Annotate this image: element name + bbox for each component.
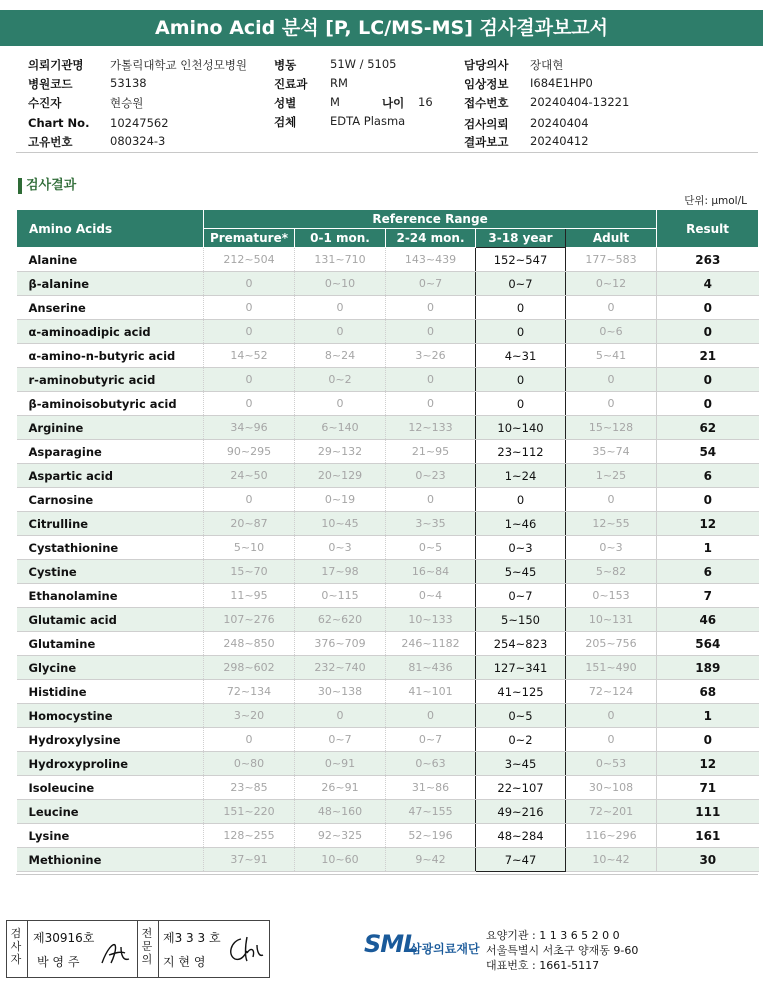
reference-range-cell: 151~490	[566, 656, 657, 680]
reference-range-cell: 20~87	[204, 512, 295, 536]
reviewer2-signature	[225, 933, 265, 967]
info-label-age: 나이	[382, 96, 405, 110]
reference-range-cell: 0	[204, 296, 295, 320]
amino-acid-name: Arginine	[17, 416, 204, 440]
info-label-report-date: 결과보고	[464, 135, 509, 149]
reference-range-cell: 0	[566, 296, 657, 320]
reference-range-cell: 0~4	[386, 584, 476, 608]
amino-acid-name: Methionine	[17, 848, 204, 872]
reference-range-cell: 0~7	[386, 728, 476, 752]
reference-range-cell: 143~439	[386, 248, 476, 272]
reference-range-cell: 48~160	[295, 800, 386, 824]
info-value-department: RM	[330, 76, 348, 90]
reviewer1-label: 검사자	[10, 927, 22, 966]
table-row	[17, 824, 759, 848]
reference-range-cell: 5~10	[204, 536, 295, 560]
reviewer2-name: 지 현 영	[163, 955, 206, 969]
info-value-institution: 가톨릭대학교 인천성모병원	[110, 58, 247, 72]
reference-range-cell: 0	[204, 728, 295, 752]
reference-range-cell: 298~602	[204, 656, 295, 680]
reference-range-cell: 81~436	[386, 656, 476, 680]
amino-acid-name: Hydroxylysine	[17, 728, 204, 752]
unit-label: 단위: μmol/L	[684, 195, 747, 207]
reference-range-cell: 11~95	[204, 584, 295, 608]
info-label-receipt-no: 접수번호	[464, 96, 509, 110]
table-row	[17, 536, 759, 560]
reference-range-cell: 0~7	[386, 272, 476, 296]
result-value: 0	[657, 392, 759, 416]
reference-range-cell: 90~295	[204, 440, 295, 464]
reference-range-cell: 37~91	[204, 848, 295, 872]
section-title	[18, 174, 76, 194]
reference-range-cell: 0~19	[295, 488, 386, 512]
amino-acid-name: Homocystine	[17, 704, 204, 728]
info-value-age: 16	[418, 95, 433, 109]
reference-range-cell: 14~52	[204, 344, 295, 368]
reference-range-cell: 41~125	[476, 680, 566, 704]
reference-range-cell: 3~26	[386, 344, 476, 368]
table-row	[17, 344, 759, 368]
reference-range-cell: 5~41	[566, 344, 657, 368]
reviewer2-label: 전문의	[141, 927, 153, 966]
result-value: 54	[657, 440, 759, 464]
reference-range-cell: 0	[204, 488, 295, 512]
reference-range-cell: 34~96	[204, 416, 295, 440]
result-value: 1	[657, 704, 759, 728]
table-row	[17, 632, 759, 656]
reference-range-cell: 17~98	[295, 560, 386, 584]
result-value: 4	[657, 272, 759, 296]
reference-range-cell: 151~220	[204, 800, 295, 824]
info-label-clinical-info: 임상정보	[464, 77, 509, 91]
reference-range-cell: 0	[204, 392, 295, 416]
table-row	[17, 848, 759, 872]
reference-range-cell: 0	[204, 368, 295, 392]
reference-range-cell: 0~63	[386, 752, 476, 776]
info-label-specimen: 검체	[274, 115, 297, 129]
table-row	[17, 752, 759, 776]
reference-range-cell: 6~140	[295, 416, 386, 440]
reference-range-cell: 0	[566, 728, 657, 752]
reference-range-cell: 1~24	[476, 464, 566, 488]
reference-range-cell: 0~7	[295, 728, 386, 752]
info-value-hospital-code: 53138	[110, 76, 147, 90]
report-title: Amino Acid 분석 [P, LC/MS-MS] 검사결과보고서	[0, 10, 763, 46]
reference-range-cell: 0	[386, 392, 476, 416]
reference-range-cell: 116~296	[566, 824, 657, 848]
info-value-clinical-info: I684E1HP0	[530, 76, 593, 90]
header-3-18-year: 3-18 year	[476, 229, 566, 248]
reference-range-cell: 24~50	[204, 464, 295, 488]
reference-range-cell: 15~70	[204, 560, 295, 584]
reference-range-cell: 5~45	[476, 560, 566, 584]
info-value-request-date: 20240404	[530, 116, 589, 130]
reference-range-cell: 0	[295, 320, 386, 344]
reference-range-cell: 232~740	[295, 656, 386, 680]
amino-acid-name: β-alanine	[17, 272, 204, 296]
amino-acid-name: Glycine	[17, 656, 204, 680]
reference-range-cell: 0~23	[386, 464, 476, 488]
table-row	[17, 680, 759, 704]
result-value: 12	[657, 752, 759, 776]
amino-acid-name: α-amino-n-butyric acid	[17, 344, 204, 368]
reference-range-cell: 0	[476, 368, 566, 392]
amino-acid-name: Hydroxyproline	[17, 752, 204, 776]
reference-range-cell: 48~284	[476, 824, 566, 848]
result-value: 0	[657, 488, 759, 512]
amino-acid-name: Aspartic acid	[17, 464, 204, 488]
table-bottom-divider	[16, 874, 758, 875]
reference-range-cell: 10~131	[566, 608, 657, 632]
table-row	[17, 584, 759, 608]
reference-range-cell: 35~74	[566, 440, 657, 464]
reference-range-cell: 0~115	[295, 584, 386, 608]
amino-acid-name: Ethanolamine	[17, 584, 204, 608]
table-row	[17, 320, 759, 344]
header-amino-acids: Amino Acids	[17, 210, 204, 248]
reviewer2-license: 제3 3 3 호	[163, 931, 221, 945]
reference-range-cell: 92~325	[295, 824, 386, 848]
reference-range-cell: 72~134	[204, 680, 295, 704]
table-row	[17, 776, 759, 800]
reference-range-cell: 0	[476, 296, 566, 320]
reference-range-cell: 0~53	[566, 752, 657, 776]
reference-range-cell: 0~3	[476, 536, 566, 560]
reference-range-cell: 29~132	[295, 440, 386, 464]
reference-range-cell: 15~128	[566, 416, 657, 440]
reference-range-cell: 0	[476, 320, 566, 344]
table-row	[17, 440, 759, 464]
reference-range-cell: 41~101	[386, 680, 476, 704]
reference-range-cell: 62~620	[295, 608, 386, 632]
header-reference-range: Reference Range	[204, 210, 657, 229]
result-value: 7	[657, 584, 759, 608]
header-0-1-mon: 0-1 mon.	[295, 229, 386, 248]
org-info-line: 대표번호 : 1661-5117	[486, 959, 600, 972]
reference-range-cell: 5~150	[476, 608, 566, 632]
reference-range-cell: 0~10	[295, 272, 386, 296]
header-result: Result	[657, 210, 759, 248]
reference-range-cell: 47~155	[386, 800, 476, 824]
amino-acid-name: Citrulline	[17, 512, 204, 536]
result-table	[16, 209, 759, 872]
table-row	[17, 728, 759, 752]
reference-range-cell: 26~91	[295, 776, 386, 800]
reference-range-cell: 5~82	[566, 560, 657, 584]
reference-range-cell: 0	[566, 368, 657, 392]
table-row	[17, 368, 759, 392]
reference-range-cell: 0~2	[476, 728, 566, 752]
amino-acid-name: Cystathionine	[17, 536, 204, 560]
result-value: 0	[657, 368, 759, 392]
section-marker	[18, 178, 22, 194]
result-value: 12	[657, 512, 759, 536]
org-info	[486, 928, 638, 973]
result-value: 263	[657, 248, 759, 272]
reference-range-cell: 72~201	[566, 800, 657, 824]
reference-range-cell: 0~7	[476, 584, 566, 608]
reference-range-cell: 1~46	[476, 512, 566, 536]
reference-range-cell: 12~55	[566, 512, 657, 536]
reference-range-cell: 0~80	[204, 752, 295, 776]
reference-range-cell: 30~138	[295, 680, 386, 704]
reference-range-cell: 0~5	[476, 704, 566, 728]
info-label-institution: 의뢰기관명	[28, 58, 84, 72]
reference-range-cell: 212~504	[204, 248, 295, 272]
reference-range-cell: 72~124	[566, 680, 657, 704]
info-value-patient: 현승원	[110, 96, 144, 110]
reference-range-cell: 0~6	[566, 320, 657, 344]
reference-range-cell: 0~5	[386, 536, 476, 560]
reference-range-cell: 0	[386, 704, 476, 728]
reference-range-cell: 49~216	[476, 800, 566, 824]
reference-range-cell: 0	[566, 704, 657, 728]
reference-range-cell: 23~85	[204, 776, 295, 800]
table-row	[17, 392, 759, 416]
reference-range-cell: 10~60	[295, 848, 386, 872]
reference-range-cell: 10~42	[566, 848, 657, 872]
info-label-doctor: 담당의사	[464, 58, 509, 72]
info-value-specimen: EDTA Plasma	[330, 114, 406, 128]
reference-range-cell: 0	[566, 488, 657, 512]
divider	[16, 152, 758, 153]
reference-range-cell: 246~1182	[386, 632, 476, 656]
info-value-receipt-no: 20240404-13221	[530, 95, 630, 109]
reference-range-cell: 0	[476, 488, 566, 512]
reference-range-cell: 31~86	[386, 776, 476, 800]
result-value: 46	[657, 608, 759, 632]
info-label-unique-no: 고유번호	[28, 135, 73, 149]
reference-range-cell: 0	[386, 296, 476, 320]
table-row	[17, 656, 759, 680]
table-row	[17, 512, 759, 536]
amino-acid-name: Glutamine	[17, 632, 204, 656]
reference-range-cell: 8~24	[295, 344, 386, 368]
result-rows	[17, 248, 759, 872]
reference-range-cell: 3~35	[386, 512, 476, 536]
sml-logo: SML	[364, 930, 418, 958]
amino-acid-name: r-aminobutyric acid	[17, 368, 204, 392]
reference-range-cell: 254~823	[476, 632, 566, 656]
reference-range-cell: 4~31	[476, 344, 566, 368]
reference-range-cell: 0	[295, 296, 386, 320]
reference-range-cell: 16~84	[386, 560, 476, 584]
reference-range-cell: 0~3	[566, 536, 657, 560]
info-label-ward: 병동	[274, 58, 297, 72]
info-value-report-date: 20240412	[530, 134, 589, 148]
result-value: 111	[657, 800, 759, 824]
result-value: 21	[657, 344, 759, 368]
reference-range-cell: 52~196	[386, 824, 476, 848]
reference-range-cell: 0~2	[295, 368, 386, 392]
table-row	[17, 296, 759, 320]
reference-range-cell: 10~45	[295, 512, 386, 536]
info-value-chart-no: 10247562	[110, 116, 169, 130]
reference-range-cell: 30~108	[566, 776, 657, 800]
result-value: 0	[657, 320, 759, 344]
result-value: 68	[657, 680, 759, 704]
reference-range-cell: 107~276	[204, 608, 295, 632]
info-value-sex: M	[330, 95, 340, 109]
reference-range-cell: 0~12	[566, 272, 657, 296]
header-adult: Adult	[566, 229, 657, 248]
reference-range-cell: 0	[386, 320, 476, 344]
amino-acid-name: Asparagine	[17, 440, 204, 464]
table-row	[17, 560, 759, 584]
amino-acid-name: Glutamic acid	[17, 608, 204, 632]
reference-range-cell: 0	[295, 704, 386, 728]
reference-range-cell: 0	[476, 392, 566, 416]
table-row	[17, 248, 759, 272]
reviewer1-signature	[99, 941, 135, 967]
table-row	[17, 464, 759, 488]
org-name: 삼광의료재단	[410, 942, 480, 956]
reference-range-cell: 22~107	[476, 776, 566, 800]
reference-range-cell: 23~112	[476, 440, 566, 464]
info-value-ward: 51W / 5105	[330, 57, 397, 71]
info-label-request-date: 검사의뢰	[464, 117, 509, 131]
amino-acid-name: β-aminoisobutyric acid	[17, 392, 204, 416]
reference-range-cell: 9~42	[386, 848, 476, 872]
amino-acid-name: Lysine	[17, 824, 204, 848]
reference-range-cell: 152~547	[476, 248, 566, 272]
reference-range-cell: 0	[204, 272, 295, 296]
header-premature: Premature*	[204, 229, 295, 248]
header-2-24-mon: 2-24 mon.	[386, 229, 476, 248]
result-value: 1	[657, 536, 759, 560]
reference-range-cell: 0~153	[566, 584, 657, 608]
reference-range-cell: 3~20	[204, 704, 295, 728]
reference-range-cell: 0	[295, 392, 386, 416]
info-value-doctor: 장대현	[530, 58, 564, 72]
reference-range-cell: 376~709	[295, 632, 386, 656]
table-row	[17, 488, 759, 512]
reference-range-cell: 131~710	[295, 248, 386, 272]
reference-range-cell: 0~3	[295, 536, 386, 560]
reference-range-cell: 248~850	[204, 632, 295, 656]
reference-range-cell: 177~583	[566, 248, 657, 272]
table-row	[17, 608, 759, 632]
result-value: 0	[657, 296, 759, 320]
result-value: 6	[657, 560, 759, 584]
result-value: 30	[657, 848, 759, 872]
section-title-text: 검사결과	[26, 178, 77, 193]
info-label-sex: 성별	[274, 96, 297, 110]
amino-acid-name: Anserine	[17, 296, 204, 320]
reviewer1-license: 제30916호	[33, 931, 95, 945]
result-value: 71	[657, 776, 759, 800]
amino-acid-name: Leucine	[17, 800, 204, 824]
reference-range-cell: 12~133	[386, 416, 476, 440]
info-label-hospital-code: 병원코드	[28, 77, 73, 91]
result-value: 564	[657, 632, 759, 656]
reference-range-cell: 0	[566, 392, 657, 416]
amino-acid-name: Cystine	[17, 560, 204, 584]
amino-acid-name: Isoleucine	[17, 776, 204, 800]
reference-range-cell: 0~7	[476, 272, 566, 296]
info-label-patient: 수진자	[28, 96, 62, 110]
table-row	[17, 272, 759, 296]
reference-range-cell: 127~341	[476, 656, 566, 680]
reference-range-cell: 0	[204, 320, 295, 344]
table-row	[17, 704, 759, 728]
reference-range-cell: 1~25	[566, 464, 657, 488]
reference-range-cell: 3~45	[476, 752, 566, 776]
amino-acid-name: Alanine	[17, 248, 204, 272]
org-info-line: 요양기관 : 1 1 3 6 5 2 0 0	[486, 929, 620, 942]
info-label-chart-no: Chart No.	[28, 116, 90, 130]
reference-range-cell: 10~140	[476, 416, 566, 440]
amino-acid-name: α-aminoadipic acid	[17, 320, 204, 344]
result-value: 161	[657, 824, 759, 848]
reference-range-cell: 0	[386, 368, 476, 392]
info-label-department: 진료과	[274, 77, 308, 91]
reference-range-cell: 7~47	[476, 848, 566, 872]
reference-range-cell: 20~129	[295, 464, 386, 488]
reference-range-cell: 10~133	[386, 608, 476, 632]
table-row	[17, 416, 759, 440]
reference-range-cell: 0	[386, 488, 476, 512]
amino-acid-name: Carnosine	[17, 488, 204, 512]
org-info-line: 서울특별시 서초구 양재동 9-60	[486, 944, 639, 957]
reviewer1-name: 박 영 주	[37, 955, 80, 969]
result-value: 6	[657, 464, 759, 488]
info-value-unique-no: 080324-3	[110, 134, 166, 148]
result-value: 62	[657, 416, 759, 440]
amino-acid-name: Histidine	[17, 680, 204, 704]
reference-range-cell: 0~91	[295, 752, 386, 776]
result-value: 0	[657, 728, 759, 752]
table-row	[17, 800, 759, 824]
signature-box	[6, 920, 270, 978]
reference-range-cell: 205~756	[566, 632, 657, 656]
reference-range-cell: 128~255	[204, 824, 295, 848]
result-value: 189	[657, 656, 759, 680]
reference-range-cell: 21~95	[386, 440, 476, 464]
